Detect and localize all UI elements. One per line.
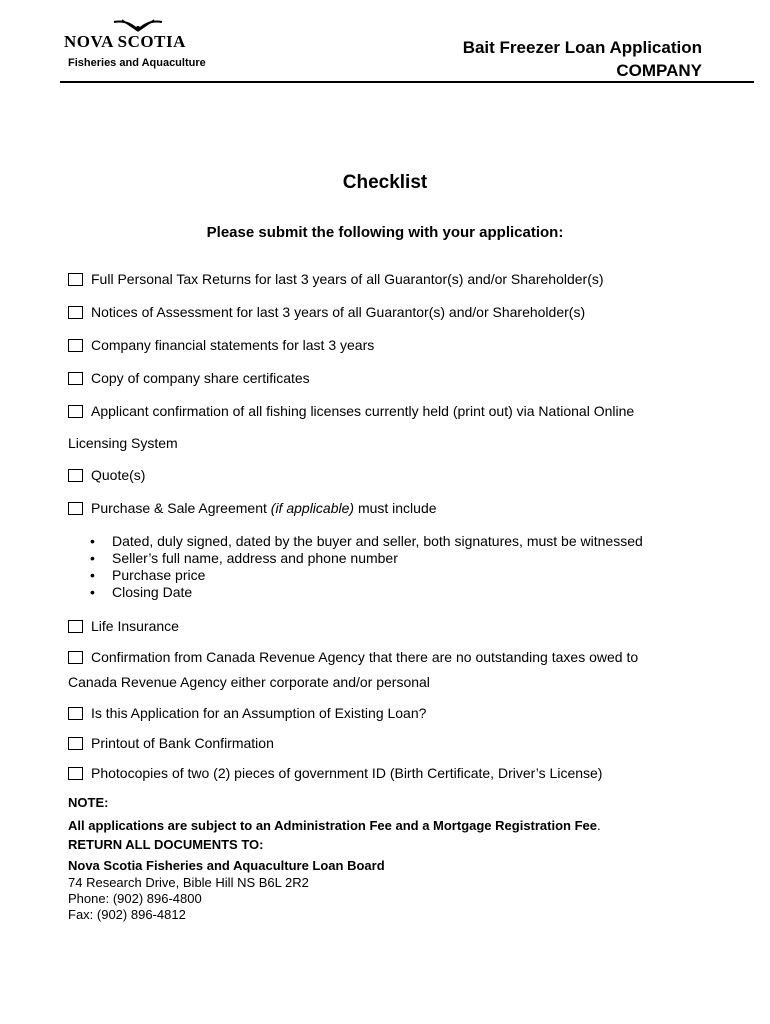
item-label: Is this Application for an Assumption of Existing Loan? <box>91 705 427 721</box>
item-label-italic: (if applicable) <box>270 500 355 516</box>
page-title: Checklist <box>342 172 428 193</box>
checklist-item <box>68 648 638 666</box>
checklist-item <box>68 734 274 752</box>
item-label: Printout of Bank Confirmation <box>91 735 274 751</box>
department-name: Fisheries and Aquaculture <box>68 57 206 69</box>
sub-bullet: • Purchase price <box>90 567 206 583</box>
item-label: Purchase & Sale Agreement <box>91 500 267 516</box>
checkbox[interactable] <box>68 620 83 633</box>
item-label: Company financial statements for last 3 years <box>91 337 375 353</box>
checkbox[interactable] <box>68 372 83 385</box>
checklist-item <box>68 466 145 484</box>
page-subtitle: Please submit the following with your application: <box>206 224 564 241</box>
checkbox[interactable] <box>68 306 83 319</box>
item-label-continued: Canada Revenue Agency either corporate and/or personal <box>68 674 430 690</box>
checkbox[interactable] <box>68 737 83 750</box>
org-address: 74 Research Drive, Bible Hill NS B6L 2R2 <box>68 875 309 890</box>
item-label: Applicant confirmation of all fishing licenses currently held (print out) via National Online <box>91 403 635 419</box>
item-label: Confirmation from Canada Revenue Agency that there are no outstanding taxes owed to <box>91 649 639 665</box>
nova-scotia-logo <box>64 18 214 58</box>
checkbox[interactable] <box>68 707 83 720</box>
checklist-item <box>68 764 602 782</box>
header-title-line2: COMPANY <box>616 61 702 80</box>
sub-bullet: • Closing Date <box>90 584 193 600</box>
header-title-line1: Bait Freezer Loan Application <box>462 38 702 57</box>
page-header <box>62 18 754 82</box>
header-title <box>463 36 702 82</box>
sub-bullet-text: Dated, duly signed, dated by the buyer and seller, both signatures, must be witnessed <box>112 533 643 549</box>
sub-bullet: • Seller’s full name, address and phone number <box>90 550 398 566</box>
logo-text: NOVA SCOTIA <box>64 32 186 51</box>
checklist-item <box>68 617 179 635</box>
note-heading: NOTE: <box>68 795 109 810</box>
checklist-item <box>68 336 374 354</box>
sub-bullet-text: Closing Date <box>112 584 193 600</box>
checkbox[interactable] <box>68 339 83 352</box>
checkbox[interactable] <box>68 469 83 482</box>
org-phone: Phone: (902) 896-4800 <box>68 891 202 906</box>
item-label-suffix: must include <box>357 500 437 516</box>
checklist-item <box>68 270 604 288</box>
item-label: Full Personal Tax Returns for last 3 years of all Guarantor(s) and/or Shareholder(s) <box>91 271 604 287</box>
header-rule <box>60 81 754 83</box>
item-label: Copy of company share certificates <box>91 370 310 386</box>
checklist-item <box>68 499 437 517</box>
item-label: Quote(s) <box>91 467 146 483</box>
fee-note-punct: . <box>597 818 601 833</box>
checklist-item <box>68 704 426 722</box>
checkbox[interactable] <box>68 273 83 286</box>
sub-bullet: • Dated, duly signed, dated by the buyer and seller, both signatures, must be witnessed <box>90 533 643 549</box>
fee-note-text: All applications are subject to an Administration Fee and a Mortgage Registration Fee <box>68 818 598 833</box>
checkbox[interactable] <box>68 405 83 418</box>
checklist-item <box>68 369 310 387</box>
checkbox[interactable] <box>68 502 83 515</box>
return-heading: RETURN ALL DOCUMENTS TO: <box>68 837 264 852</box>
item-label: Life Insurance <box>91 618 179 634</box>
item-label: Notices of Assessment for last 3 years of all Guarantor(s) and/or Shareholder(s) <box>91 304 586 320</box>
org-fax: Fax: (902) 896-4812 <box>68 907 186 922</box>
sub-bullet-text: Purchase price <box>112 567 206 583</box>
item-label: Photocopies of two (2) pieces of government ID (Birth Certificate, Driver’s License) <box>91 765 603 781</box>
org-name: Nova Scotia Fisheries and Aquaculture Loan Board <box>68 858 385 873</box>
sub-bullet-text: Seller’s full name, address and phone number <box>112 550 398 566</box>
checkbox[interactable] <box>68 651 83 664</box>
checkbox[interactable] <box>68 767 83 780</box>
item-label-continued: Licensing System <box>68 435 178 451</box>
checklist-item <box>68 303 585 321</box>
checklist-item <box>68 402 634 420</box>
fee-note <box>68 818 601 834</box>
